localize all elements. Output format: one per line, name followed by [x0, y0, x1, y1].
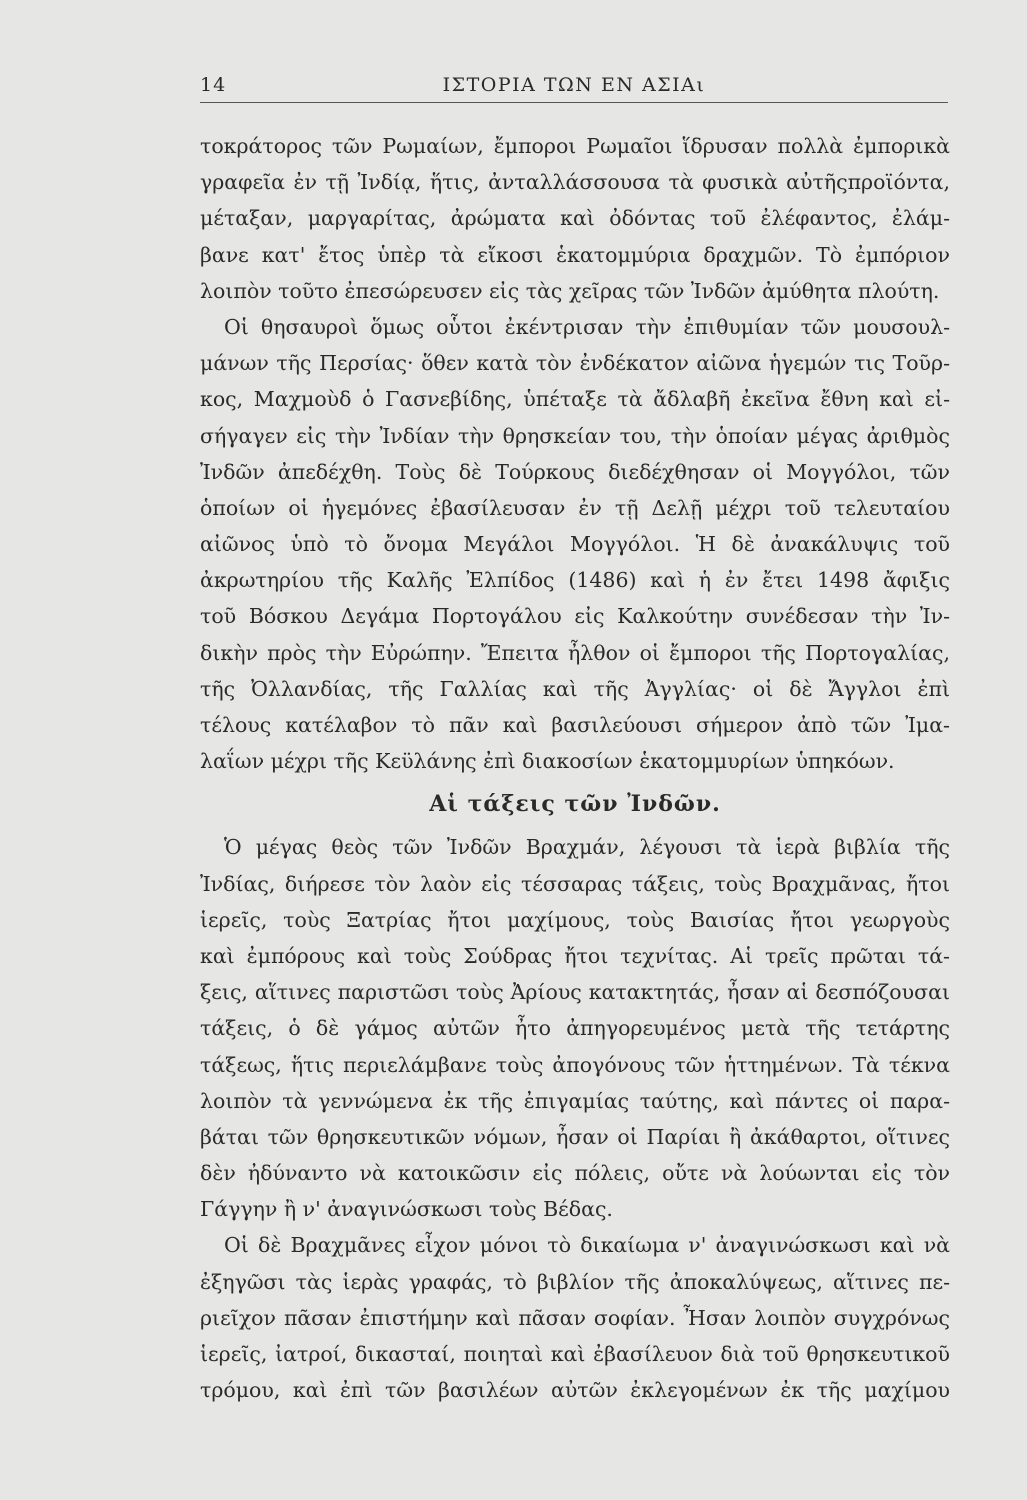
text-line: τάξεις, ὁ δὲ γάμος αὐτῶν ἦτο ἀπηγορευμένος μετὰ τῆς τετάρτης: [200, 1016, 950, 1041]
text-line: Ἰνδῶν ἀπεδέχθη. Τοὺς δὲ Τούρκους διεδέχθησαν οἱ Μογγόλοι, τῶν: [200, 459, 950, 484]
text-line: Γάγγην ἢ ν' ἀναγινώσκωσι τοὺς Βέδας.: [200, 1197, 613, 1222]
text-line: τοῦ Βόσκου Δεγάμα Πορτογάλου εἰς Καλκούτην συνέδεσαν τὴν Ἰν-: [200, 604, 950, 629]
text-line: Ὁ μέγας θεὸς τῶν Ἰνδῶν Βραχμάν, λέγουσι τὰ ἱερὰ βιβλία τῆς: [224, 835, 950, 860]
text-line: ὁποίων οἱ ἡγεμόνες ἐβασίλευσαν ἐν τῇ Δελῇ μέχρι τοῦ τελευταίου: [200, 495, 950, 520]
text-line: λοιπὸν τοῦτο ἐπεσώρευσεν εἰς τὰς χεῖρας τῶν Ἰνδῶν ἀμύθητα πλούτη.: [200, 278, 940, 303]
text-line: ἀκρωτηρίου τῆς Καλῆς Ἐλπίδος (1486) καὶ ἡ ἐν ἔτει 1498 ἄφιξις: [200, 568, 950, 593]
text-line: βανε κατ' ἔτος ὑπὲρ τὰ εἴκοσι ἑκατομμύρια δραχμῶν. Τὸ ἐμπόριον: [200, 242, 950, 267]
text-line: ἐξηγῶσι τὰς ἱερὰς γραφάς, τὸ βιβλίον τῆς ἀποκαλύψεως, αἵτινες πε-: [200, 1269, 950, 1294]
text-line: μέταξαν, μαργαρίτας, ἀρώματα καὶ ὀδόντας τοῦ ἐλέφαντος, ἐλάμ-: [200, 206, 950, 231]
page-number: 14: [200, 74, 227, 96]
text-line: Ἰνδίας, διήρεσε τὸν λαὸν εἰς τέσσαρας τάξεις, τοὺς Βραχμᾶνας, ἤτοι: [200, 871, 950, 896]
text-line: κος, Μαχμοὺδ ὁ Γασνεβίδης, ὑπέταξε τὰ ἄδλαβῆ ἐκεῖνα ἔθνη καὶ εἰ-: [200, 387, 950, 412]
text-line: λοιπὸν τὰ γεννώμενα ἐκ τῆς ἐπιγαμίας ταύτης, καὶ πάντες οἱ παρα-: [200, 1088, 950, 1113]
text-line: ἱερεῖς, ἰατροί, δικασταί, ποιηταὶ καὶ ἐβασίλευον διὰ τοῦ θρησκευτικοῦ: [200, 1342, 950, 1366]
body-text: [200, 128, 950, 1408]
running-head: [200, 74, 948, 104]
text-line: σήγαγεν εἰς τὴν Ἰνδίαν τὴν θρησκείαν του, τὴν ὁποίαν μέγας ἀριθμὸς: [200, 423, 950, 448]
text-line: αἰῶνος ὑπὸ τὸ ὄνομα Μεγάλοι Μογγόλοι. Ἡ δὲ ἀνακάλυψις τοῦ: [200, 532, 950, 557]
text-line: τῆς Ὀλλανδίας, τῆς Γαλλίας καὶ τῆς Ἀγγλίας· οἱ δὲ Ἄγγλοι ἐπὶ: [200, 676, 950, 701]
text-line: λαΐων μέχρι τῆς Κεϋλάνης ἐπὶ διακοσίων ἑκατομμυρίων ὑπηκόων.: [200, 749, 895, 774]
text-line: ξεις, αἵτινες παριστῶσι τοὺς Ἀρίους κατακτητάς, ἦσαν αἱ δεσπόζουσαι: [200, 980, 950, 1005]
running-title: ΙΣΤΟΡΙΑ ΤΩΝ ΕΝ ΑΣΙΑι: [442, 74, 706, 96]
text-line: ἱερεῖς, τοὺς Ξατρίας ἤτοι μαχίμους, τοὺς Βαισίας ἤτοι γεωργοὺς: [200, 907, 950, 932]
text-line: τοκράτορος τῶν Ρωμαίων, ἔμποροι Ρωμαῖοι ἵδρυσαν πολλὰ ἐμπορικὰ: [200, 134, 950, 158]
text-line: τάξεως, ἥτις περιελάμβανε τοὺς ἀπογόνους τῶν ἡττημένων. Τὰ τέκνα: [200, 1052, 950, 1077]
text-line: καὶ ἐμπόρους καὶ τοὺς Σούδρας ἤτοι τεχνίτας. Αἱ τρεῖς πρῶται τά-: [200, 943, 950, 968]
text-line: τέλους κατέλαβον τὸ πᾶν καὶ βασιλεύουσι σήμερον ἀπὸ τῶν Ἰμα-: [200, 713, 950, 737]
text-line: Οἱ θησαυροὶ ὅμως οὗτοι ἐκέντρισαν τὴν ἐπιθυμίαν τῶν μουσουλ-: [224, 314, 950, 339]
text-line: γραφεῖα ἐν τῇ Ἰνδίᾳ, ἥτις, ἀνταλλάσσουσα τὰ φυσικὰ αὐτῆςπροϊόντα,: [200, 170, 950, 195]
text-line: ριεῖχον πᾶσαν ἐπιστήμην καὶ πᾶσαν σοφίαν. Ἦσαν λοιπὸν συγχρόνως: [200, 1305, 950, 1330]
text-line: δὲν ἠδύναντο νὰ κατοικῶσιν εἰς πόλεις, οὔτε νὰ λούωνται εἰς τὸν: [200, 1161, 950, 1186]
text-line: δικὴν πρὸς τὴν Εὐρώπην. Ἔπειτα ἦλθον οἱ ἔμποροι τῆς Πορτογαλίας,: [200, 640, 950, 665]
text-line: Οἱ δὲ Βραχμᾶνες εἶχον μόνοι τὸ δικαίωμα ν' ἀναγινώσκωσι καὶ νὰ: [224, 1233, 950, 1258]
text-line: μάνων τῆς Περσίας· ὅθεν κατὰ τὸν ἐνδέκατον αἰῶνα ἡγεμών τις Τοῦρ-: [200, 351, 950, 376]
section-heading: Αἱ τάξεις τῶν Ἰνδῶν.: [429, 791, 721, 818]
text-line: τρόμου, καὶ ἐπὶ τῶν βασιλέων αὐτῶν ἐκλεγομένων ἐκ τῆς μαχίμου: [200, 1378, 950, 1403]
text-line: βάται τῶν θρησκευτικῶν νόμων, ἦσαν οἱ Παρίαι ἢ ἀκάθαρτοι, οἵτινες: [200, 1124, 950, 1149]
header-rule: [200, 102, 948, 103]
